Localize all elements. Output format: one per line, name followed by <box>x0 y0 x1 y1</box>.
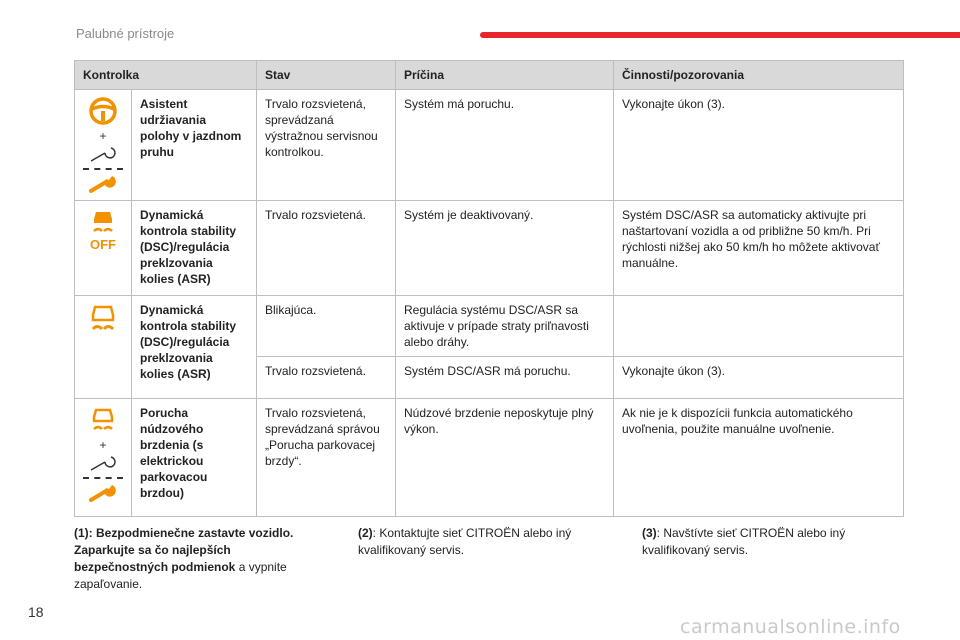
cause-cell: Systém je deaktivovaný. <box>396 201 614 296</box>
icon-cell <box>75 90 132 201</box>
divider-dashed <box>83 477 123 479</box>
wrench-icon <box>88 483 118 503</box>
status-cell: Blikajúca. <box>257 296 396 357</box>
section-title: Palubné prístroje <box>76 26 175 41</box>
icon-cell <box>75 201 132 296</box>
warning-name: Dynamická kontrola stability (DSC)/regulácia preklzovania kolies (ASR) <box>132 296 257 399</box>
footnote-3 <box>642 525 892 559</box>
plus-sign: + <box>99 129 107 143</box>
warning-lights-table <box>74 60 904 517</box>
cause-cell: Núdzové brzdenie neposkytuje plný výkon. <box>396 399 614 517</box>
footnote-3-ref: (3) <box>642 526 657 540</box>
column-header-pricina: Príčina <box>396 61 614 90</box>
car-skid-icon <box>88 207 118 237</box>
warning-name: Asistent udržiavania polohy v jazdnom pruhu <box>132 90 257 201</box>
header-accent-bar <box>480 32 960 38</box>
page-number: 18 <box>28 604 44 620</box>
column-header-kontrolka: Kontrolka <box>75 61 257 90</box>
car-skid-icon <box>88 405 118 435</box>
footnote-1-ref: (1) <box>74 526 89 540</box>
off-label: OFF <box>90 237 116 252</box>
cause-cell: Regulácia systému DSC/ASR sa aktivuje v prípade straty priľnavosti alebo dráhy. <box>396 296 614 357</box>
table-header-row <box>75 61 904 90</box>
wrench-icon <box>88 174 118 194</box>
action-cell: Ak nie je k dispozícii funkcia automatického uvoľnenia, použite manuálne uvoľnenie. <box>614 399 904 517</box>
footnote-1-text: a vypnite zapaľovanie. <box>74 560 287 591</box>
footnote-2-ref: (2) <box>358 526 373 540</box>
icon-cell <box>75 399 132 517</box>
cause-cell: Systém má poruchu. <box>396 90 614 201</box>
footnote-3-text: : Navštívte sieť CITROËN alebo iný kvalifikovaný servis. <box>642 526 846 557</box>
table-row <box>75 296 904 357</box>
status-cell: Trvalo rozsvietená, sprevádzaná výstražnou servisnou kontrolkou. <box>257 90 396 201</box>
table-row <box>75 399 904 517</box>
footnote-2-text: : Kontaktujte sieť CITROËN alebo iný kvalifikovaný servis. <box>358 526 572 557</box>
status-cell: Trvalo rozsvietená. <box>257 201 396 296</box>
action-cell <box>614 296 904 357</box>
warning-name: Dynamická kontrola stability (DSC)/regulácia preklzovania kolies (ASR) <box>132 201 257 296</box>
column-header-cinnosti: Činnosti/pozorovania <box>614 61 904 90</box>
icon-cell <box>75 296 132 399</box>
steering-wheel-icon <box>88 96 118 126</box>
footnote-1-bold: : Bezpodmienečne zastavte vozidlo. Zaparkujte sa čo najlepších bezpečnostných podmienok <box>74 526 294 574</box>
wrench-outline-icon <box>88 146 118 164</box>
wrench-outline-icon <box>88 455 118 473</box>
plus-sign: + <box>99 438 107 452</box>
table-row <box>75 90 904 201</box>
status-cell: Trvalo rozsvietená, sprevádzaná správou „Porucha parkovacej brzdy“. <box>257 399 396 517</box>
action-cell: Systém DSC/ASR sa automaticky aktivujte pri naštartovaní vozidla a od približne 50 km/h. Pri rýchlosti nižšej ako 50 km/h ho môžete aktivovať manuálne. <box>614 201 904 296</box>
divider-dashed <box>83 168 123 170</box>
footnote-2 <box>358 525 608 559</box>
column-header-stav: Stav <box>257 61 396 90</box>
warning-name: Porucha núdzového brzdenia (s elektrickou parkovacou brzdou) <box>132 399 257 517</box>
status-cell: Trvalo rozsvietená. <box>257 357 396 399</box>
action-cell: Vykonajte úkon (3). <box>614 90 904 201</box>
footnote-1 <box>74 525 314 593</box>
watermark: carmanualsonline.info <box>680 616 901 638</box>
table-row <box>75 201 904 296</box>
cause-cell: Systém DSC/ASR má poruchu. <box>396 357 614 399</box>
action-cell: Vykonajte úkon (3). <box>614 357 904 399</box>
car-skid-icon <box>87 302 119 336</box>
